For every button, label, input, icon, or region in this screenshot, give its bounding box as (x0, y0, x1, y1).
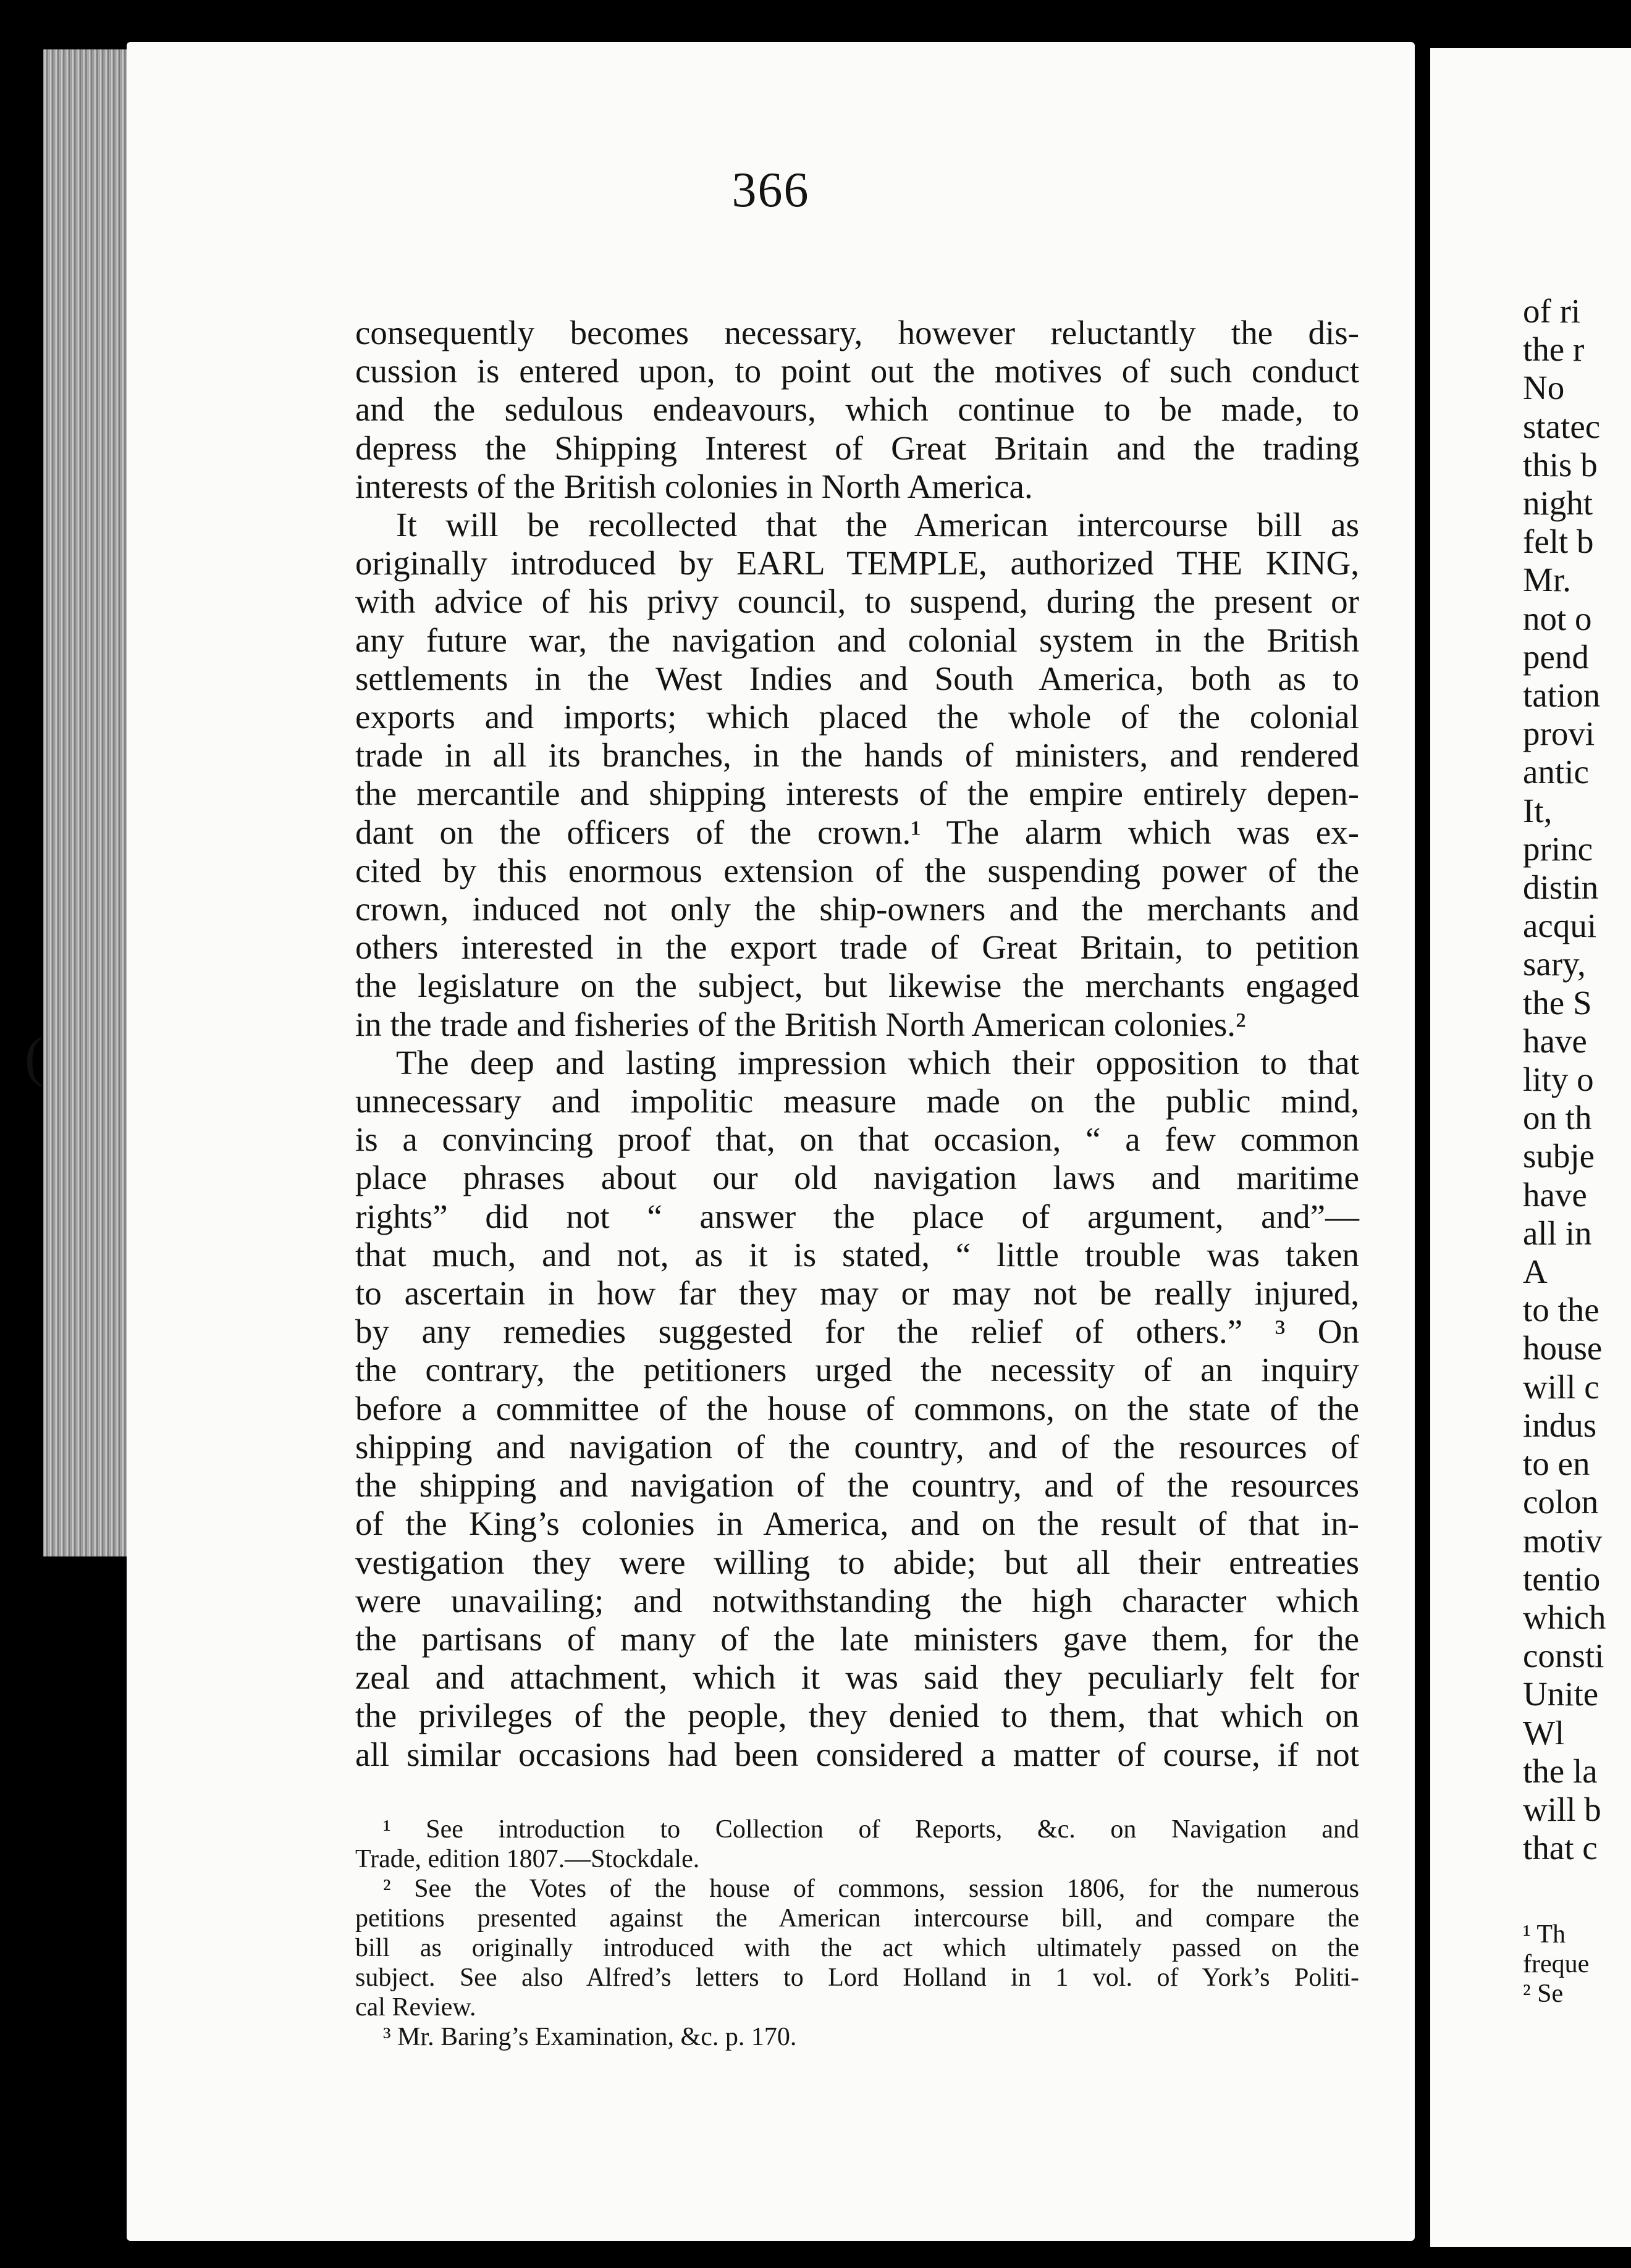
right-page-line: sary, (1523, 945, 1586, 983)
right-page-line: freque (1523, 1950, 1590, 1978)
right-page-line: antic (1523, 753, 1589, 791)
footnote-line: cal Review. (355, 1993, 476, 2022)
right-page-line: It, (1523, 791, 1553, 830)
text-line: before a committee of the house of commons, on the state of the (355, 1389, 1359, 1427)
footnote-line: subject. See also Alfred’s letters to Lord Holland in 1 vol. of York’s Politi- (355, 1964, 1359, 1992)
right-page-line: this b (1523, 445, 1598, 484)
right-page-line: motiv (1523, 1521, 1603, 1560)
text-line: The deep and lasting impression which their opposition to that (396, 1043, 1359, 1082)
text-line: unnecessary and impolitic measure made on the public mind, (355, 1082, 1359, 1120)
right-page-line: statec (1523, 407, 1601, 445)
text-line: the mercantile and shipping interests of the empire entirely depen- (355, 775, 1359, 813)
right-page-line: the la (1523, 1752, 1598, 1790)
right-page-line: house (1523, 1329, 1603, 1367)
text-line: the partisans of many of the late ministers gave them, for the (355, 1619, 1359, 1658)
right-page-line: A (1523, 1253, 1548, 1291)
text-line: depress the Shipping Interest of Great Britain and the trading (355, 429, 1359, 467)
right-page-line: the S (1523, 983, 1592, 1022)
text-line: It will be recollected that the American intercourse bill as (396, 506, 1359, 544)
right-page-line: felt b (1523, 523, 1594, 561)
right-page-line: lity o (1523, 1060, 1594, 1099)
text-line: place phrases about our old navigation laws and maritime (355, 1159, 1359, 1197)
right-page-line: on th (1523, 1099, 1592, 1137)
text-line: dant on the officers of the crown.¹ The alarm which was ex- (355, 813, 1359, 851)
text-line: the legislature on the subject, but likewise the merchants engaged (355, 967, 1359, 1005)
text-line: and the sedulous endeavours, which continue to be made, to (355, 390, 1359, 429)
right-page-line: pend (1523, 637, 1589, 676)
footnote-line: ¹ See introduction to Collection of Reports, &c. on Navigation and (383, 1815, 1359, 1844)
text-line: trade in all its branches, in the hands of ministers, and rendered (355, 736, 1359, 775)
left-page (127, 42, 1415, 2241)
right-page (1430, 48, 1631, 2247)
right-page-line: will c (1523, 1367, 1599, 1406)
right-page-line: Wl (1523, 1713, 1565, 1752)
footnote-line: Trade, edition 1807.—Stockdale. (355, 1845, 700, 1873)
text-line: vestigation they were willing to abide; but all their entreaties (355, 1543, 1359, 1581)
text-line: were unavailing; and notwithstanding the high character which (355, 1581, 1359, 1619)
right-page-line: tation (1523, 676, 1601, 715)
text-line: is a convincing proof that, on that occasion, “ a few common (355, 1120, 1359, 1159)
text-line: crown, induced not only the ship-owners and the merchants and (355, 890, 1359, 928)
text-line: settlements in the West Indies and South America, both as to (355, 659, 1359, 697)
right-page-line: colon (1523, 1483, 1599, 1521)
text-line: others interested in the export trade of Great Britain, to petition (355, 928, 1359, 967)
right-page-line: to en (1523, 1445, 1590, 1483)
right-page-text (1430, 292, 1631, 1867)
footnotes (355, 1815, 1359, 2052)
right-page-line: the r (1523, 330, 1585, 369)
text-line: interests of the British colonies in North America. (355, 467, 1033, 505)
text-line: the privileges of the people, they denied to them, that which on (355, 1697, 1359, 1735)
right-page-line: of ri (1523, 292, 1581, 330)
text-line: cited by this enormous extension of the suspending power of the (355, 851, 1359, 889)
text-line: exports and imports; which placed the whole of the colonial (355, 698, 1359, 736)
right-page-line: ² Se (1523, 1980, 1564, 2008)
text-line: shipping and navigation of the country, and of the resources of (355, 1427, 1359, 1466)
right-page-line: Mr. (1523, 561, 1571, 599)
right-page-line: will b (1523, 1790, 1601, 1828)
right-page-line: No (1523, 369, 1565, 407)
right-page-line: provi (1523, 715, 1595, 753)
text-line: the shipping and navigation of the country, and of the resources (355, 1466, 1359, 1505)
text-line: any future war, the navigation and colonial system in the British (355, 621, 1359, 659)
right-page-line: night (1523, 484, 1593, 523)
right-page-footnotes (1523, 1920, 1589, 2009)
right-page-line: not o (1523, 599, 1592, 637)
text-line: all similar occasions had been considered a matter of course, if not (355, 1735, 1359, 1773)
right-page-line: tentio (1523, 1560, 1601, 1598)
text-line: with advice of his privy council, to suspend, during the present or (355, 582, 1359, 621)
right-page-line: which (1523, 1598, 1606, 1636)
text-line: of the King’s colonies in America, and on the result of that in- (355, 1505, 1359, 1543)
text-line: rights” did not “ answer the place of argument, and”— (355, 1197, 1359, 1235)
footnote-line: ³ Mr. Baring’s Examination, &c. p. 170. (383, 2023, 797, 2051)
right-page-line: acqui (1523, 907, 1597, 945)
main-text (355, 314, 1359, 1774)
text-line: in the trade and fisheries of the British North American colonies.² (355, 1005, 1246, 1043)
right-page-line: that c (1523, 1829, 1598, 1867)
right-page-line: all in (1523, 1214, 1592, 1252)
right-page-line: princ (1523, 830, 1593, 868)
right-page-line: distin (1523, 868, 1599, 907)
footnote-line: ² See the Votes of the house of commons, session 1806, for the numerous (383, 1875, 1359, 1903)
right-page-line: ¹ Th (1523, 1920, 1566, 1949)
text-line: to ascertain in how far they may or may not be really injured, (355, 1274, 1359, 1312)
text-line: cussion is entered upon, to point out the motives of such conduct (355, 352, 1359, 390)
right-page-line: to the (1523, 1291, 1599, 1329)
footnote-line: petitions presented against the American intercourse bill, and compare the (355, 1904, 1359, 1933)
footnote-line: bill as originally introduced with the act which ultimately passed on the (355, 1934, 1359, 1962)
right-page-line: have (1523, 1022, 1587, 1060)
text-line: consequently becomes necessary, however reluctantly the dis- (355, 314, 1359, 351)
text-line: originally introduced by EARL TEMPLE, authorized THE KING, (355, 544, 1359, 582)
margin-mark: ( (25, 1027, 43, 1088)
text-line: zeal and attachment, which it was said they peculiarly felt for (355, 1658, 1359, 1697)
right-page-line: consti (1523, 1637, 1604, 1675)
right-page-line: indus (1523, 1406, 1597, 1444)
right-page-line: Unite (1523, 1675, 1599, 1713)
book-edge (43, 49, 130, 1556)
right-page-line: subje (1523, 1137, 1595, 1175)
text-line: by any remedies suggested for the relief of others.” ³ On (355, 1312, 1359, 1351)
text-line: the contrary, the petitioners urged the necessity of an inquiry (355, 1351, 1359, 1389)
text-line: that much, and not, as it is stated, “ little trouble was taken (355, 1235, 1359, 1274)
right-page-line: have (1523, 1175, 1587, 1214)
page-number: 366 (731, 163, 810, 217)
